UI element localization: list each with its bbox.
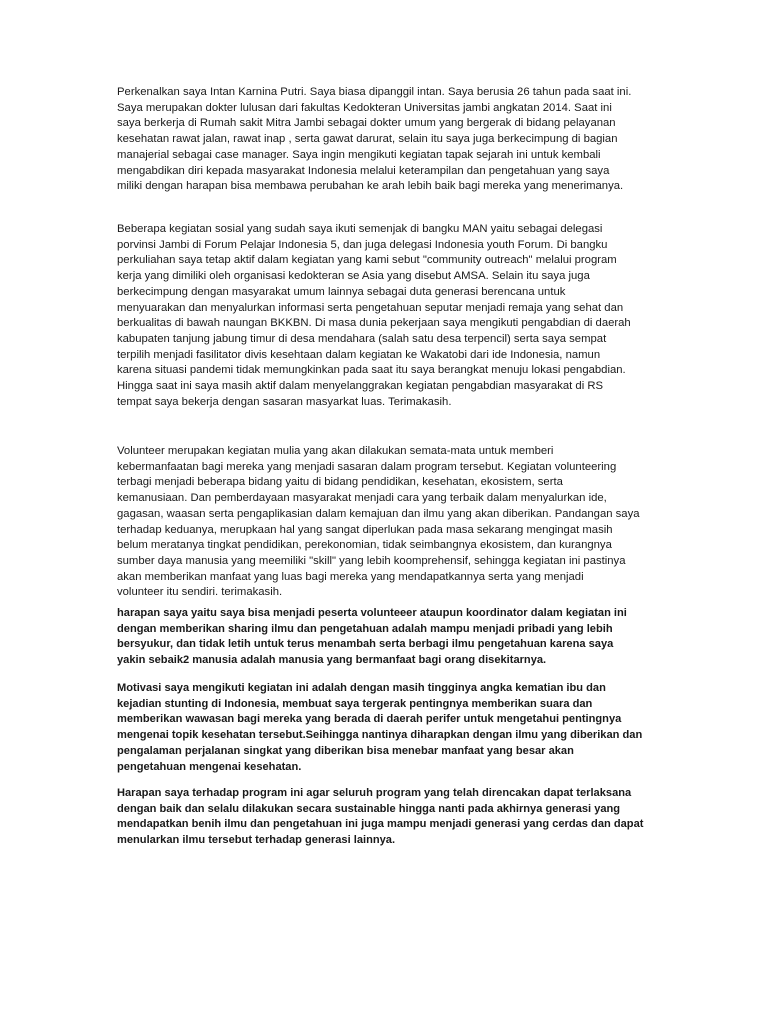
text-line: kejadian stunting di Indonesia, membuat saya tergerak pentingnya memberikan suara dan bbox=[117, 697, 593, 710]
text-line: saya berkerja di Rumah sakit Mitra Jambi sebagai dokter umum yang bergerak di bidang pelayanan bbox=[117, 117, 616, 130]
text-line: karena situasi pandemi tidak memungkinkan pada saat itu saya berangkat menuju lokasi pengabdian. bbox=[117, 364, 626, 377]
paragraph-social-activities bbox=[117, 222, 657, 410]
paragraph-hope bbox=[117, 606, 657, 669]
text-line: berkualitas di bawah naungan BKKBN. Di masa dunia pekerjaan saya mengikuti pengabdian di daerah bbox=[117, 317, 631, 330]
text-line: terbagi menjadi beberapa bidang yaitu di bidang pendidikan, kesehatan, ekosistem, serta bbox=[117, 476, 563, 489]
text-line: menyuarakan dan menyalurkan informasi serta pengetahuan seputar menjadi remaja yang sehat dan bbox=[117, 301, 624, 314]
text-line: Saya merupakan dokter lulusan dari fakultas Kedokteran Universitas jambi angkatan 2014. Saat ini bbox=[117, 101, 612, 114]
text-line: harapan saya yaitu saya bisa menjadi peserta volunteeer ataupun koordinator dalam kegiatan ini bbox=[117, 607, 627, 619]
text-line: gagasan, waasan serta pengaplikasian dalam kemajuan dan ilmu yang akan diberikan. Pandangan saya bbox=[117, 507, 640, 520]
text-line: Harapan saya terhadap program ini agar seluruh program yang telah direncakan dapat terlaksana bbox=[117, 787, 632, 799]
text-line: volunteer itu sendiri. terimakasih. bbox=[117, 586, 283, 599]
text-line: kabupaten tanjung jabung timur di desa mendahara (salah satu desa terpencil) serta saya sempat bbox=[117, 332, 607, 345]
text-line: Beberapa kegiatan sosial yang sudah saya ikuti semenjak di bangku MAN yaitu sebagai delegasi bbox=[117, 223, 603, 235]
text-line: belum meratanya tingkat pendidikan, perekonomian, tidak seimbangnya ekosistem, dan kurangnya bbox=[117, 539, 612, 552]
text-line: dengan baik dan selalu dilakukan secara sustainable hingga nanti pada akhirnya generasi yang bbox=[117, 802, 621, 815]
text-line: bersyukur, dan tidak letih untuk terus menambah serta berbagi ilmu pengetahuan karena saya bbox=[117, 638, 614, 651]
text-line: Perkenalkan saya Intan Karnina Putri. Saya biasa dipanggil intan. Saya berusia 26 tahun pada saat ini. bbox=[117, 86, 632, 98]
text-line: terhadap keduanya, merupkaan hal yang sangat diperlukan pada masa sekarang mengingat masih bbox=[117, 523, 613, 536]
text-line: kesehatan rawat jalan, rawat inap , serta gawat darurat, selain itu saya juga berkecimpung di bagian bbox=[117, 133, 618, 146]
text-line: Motivasi saya mengikuti kegiatan ini adalah dengan masih tingginya angka kematian ibu dan bbox=[117, 682, 606, 694]
paragraph-motivation bbox=[117, 681, 657, 775]
text-line: menularkan ilmu tersebut terhadap generasi lainnya. bbox=[117, 834, 396, 847]
text-line: perkuliahan saya tetap aktif dalam kegiatan yang kami sebut "community outreach" melalui program bbox=[117, 254, 617, 267]
text-line: kemanusiaan. Dan pemberdayaan masyarakat menjadi cara yang terbaik dalam menyalurkan ide, bbox=[117, 492, 607, 505]
text-line: memberikan wawasan bagi mereka yang berada di daerah perifer untuk mengetahui pentingnya bbox=[117, 713, 622, 726]
text-line: mengenai topik kesehatan tersebut.Seihingga nantinya diharapkan dengan ilmu yang diberikan dan bbox=[117, 729, 643, 742]
text-line: kebermanfaatan bagi mereka yang menjadi sasaran dalam program tersebut. Kegiatan volunteering bbox=[117, 460, 617, 473]
text-line: terpilih menjadi fasilitator divis kesehtaan dalam kegiatan ke Wakatobi dari ide Indonesia, namun bbox=[117, 348, 601, 361]
text-line: berkecimpung dengan masyarakat umum lainnya sebagai duta generasi berencana untuk bbox=[117, 285, 566, 298]
text-line: yakin sebaik2 manusia adalah manusia yang bermanfaat bagi orang disekitarnya. bbox=[117, 654, 547, 667]
text-line: pengalaman perjalanan singkat yang diberikan bisa menebar manfaat yang besar akan bbox=[117, 744, 574, 757]
text-line: dengan memberikan sharing ilmu dan pengetahuan adalah mampu menjadi pribadi yang lebih bbox=[117, 622, 613, 635]
text-line: Volunteer merupakan kegiatan mulia yang akan dilakukan semata-mata untuk memberi bbox=[117, 445, 554, 457]
paragraph-volunteer-view bbox=[117, 444, 657, 601]
text-line: Hingga saat ini saya masih aktif dalam menyelanggrakan kegiatan pengabdian masyarakat di RS bbox=[117, 380, 604, 393]
text-line: mendapatkan benih ilmu dan pengetahuan ini juga mampu menjadi generasi yang cerdas dan dapat bbox=[117, 818, 644, 831]
paragraph-program-hope bbox=[117, 786, 657, 849]
text-line: pengetahuan mengenai kesehatan. bbox=[117, 760, 302, 773]
text-line: porvinsi Jambi di Forum Pelajar Indonesia 5, dan juga delegasi Indonesia youth Forum. Di bangku bbox=[117, 238, 608, 251]
text-line: manajerial sebagai case manager. Saya ingin mengikuti kegiatan tapak sejarah ini untuk kembali bbox=[117, 148, 601, 161]
text-line: kerja yang dimiliki oleh organisasi kedokteran se Asia yang disebut AMSA. Selain itu saya juga bbox=[117, 270, 590, 283]
text-line: tempat saya bekerja dengan sasaran masyarkat luas. Terimakasih. bbox=[117, 395, 452, 408]
text-line: mengabdikan diri kepada masyarakat Indonesia melalui keterampilan dan pengetahuan yang saya bbox=[117, 164, 610, 177]
text-line: sumber daya manusia yang meemiliki "skill" yang lebih koomprehensif, sehingga kegiatan ini pastinya bbox=[117, 554, 626, 567]
paragraph-introduction bbox=[117, 85, 657, 195]
text-line: akan memberikan manfaat yang luas bagi mereka yang mendapatkannya serta yang menjadi bbox=[117, 570, 584, 583]
text-line: miliki dengan harapan bisa membawa perubahan ke arah lebih baik bagi mereka yang menerimanya. bbox=[117, 180, 624, 193]
